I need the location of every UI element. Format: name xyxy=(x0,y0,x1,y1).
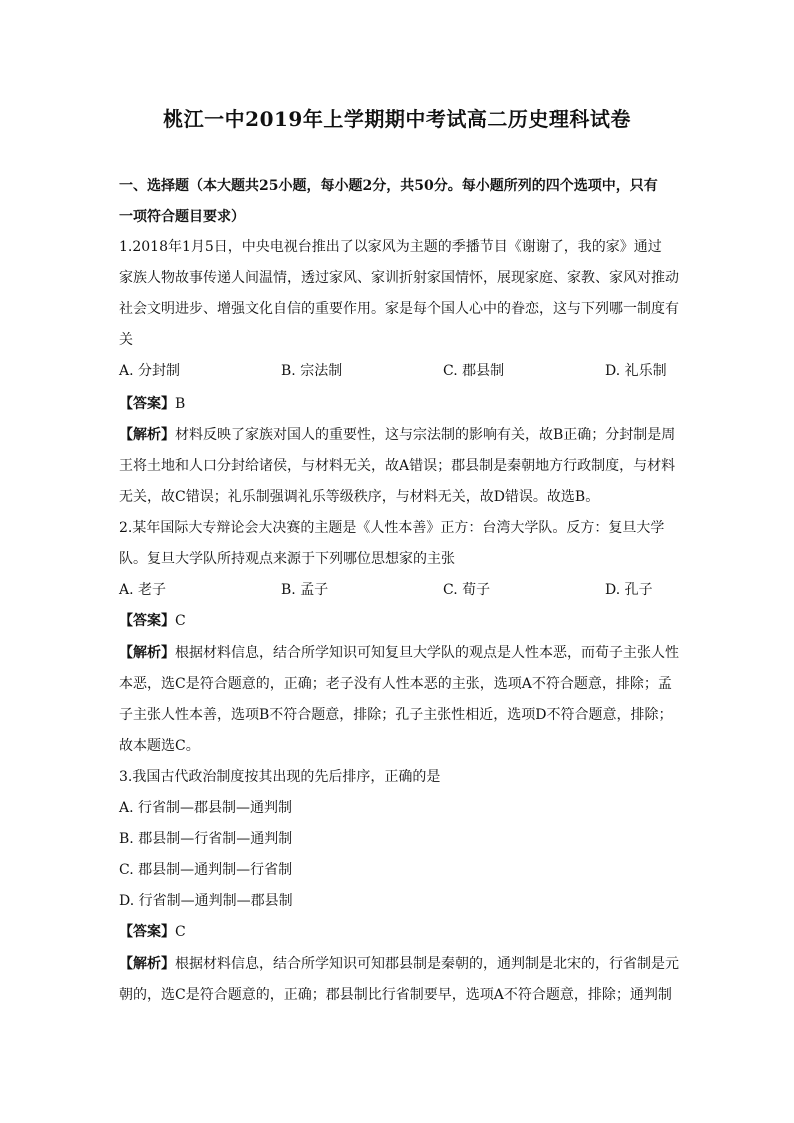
analysis-text: 根据材料信息，结合所学知识可知复旦大学队的观点是人性本恶，而荀子主张人性 xyxy=(175,645,679,661)
question-1-option-d: D. 礼乐制 xyxy=(605,363,667,379)
question-2-analysis-line-3: 子主张人性本善，选项B不符合题意，排除；孔子主张性相近，选项D不符合题意，排除； xyxy=(119,707,673,723)
question-3-option-b: B. 郡县制—行省制—通判制 xyxy=(119,831,293,847)
question-1-stem-line-3: 社会文明进步、增强文化自信的重要作用。家是每个国人心中的眷恋，这与下列哪一制度有 xyxy=(119,301,679,317)
question-3-analysis-line-1 xyxy=(119,954,679,974)
answer-label: 【答案】 xyxy=(119,924,175,940)
analysis-label: 【解析】 xyxy=(119,956,175,972)
analysis-text: 材料反映了家族对国人的重要性，这与宗法制的影响有关，故B正确；分封制是周 xyxy=(175,427,676,443)
question-1-stem-line-4: 关 xyxy=(119,332,133,348)
question-2-analysis-line-4: 故本题选C。 xyxy=(119,738,200,754)
question-2-option-d: D. 孔子 xyxy=(605,582,653,598)
question-3-option-a: A. 行省制—郡县制—通判制 xyxy=(119,800,293,816)
question-3-analysis-line-2: 朝的，选C是符合题意的，正确；郡县制比行省制要早，选项A不符合题意，排除；通判制 xyxy=(119,987,672,1003)
question-2-option-b: B. 孟子 xyxy=(281,582,329,598)
question-3-stem-line-1: 3.我国古代政治制度按其出现的先后排序，正确的是 xyxy=(119,769,441,785)
analysis-text: 根据材料信息，结合所学知识可知郡县制是秦朝的，通判制是北宋的，行省制是元 xyxy=(175,956,679,972)
section-header-line-1: 一、选择题（本大题共25小题，每小题2分，共50分。每小题所列的四个选项中，只有 xyxy=(119,178,658,194)
question-2-option-a: A. 老子 xyxy=(119,582,167,598)
question-2-option-c: C. 荀子 xyxy=(443,582,491,598)
question-1-answer xyxy=(119,394,679,414)
question-1-option-b: B. 宗法制 xyxy=(281,363,343,379)
question-1-analysis-line-3: 无关，故C错误；礼乐制强调礼乐等级秩序，与材料无关，故D错误。故选B。 xyxy=(119,489,600,505)
question-2-analysis-line-2: 本恶，选C是符合题意的，正确；老子没有人性本恶的主张，选项A不符合题意，排除；孟 xyxy=(119,676,672,692)
question-2-answer xyxy=(119,611,679,631)
answer-value: C xyxy=(175,613,186,629)
question-3-answer xyxy=(119,922,679,942)
question-1-analysis-line-2: 王将土地和人口分封给诸侯，与材料无关，故A错误；郡县制是秦朝地方行政制度，与材料 xyxy=(119,458,676,474)
answer-label: 【答案】 xyxy=(119,613,175,629)
section-header-line-2: 一项符合题目要求） xyxy=(119,209,245,225)
question-2-stem-line-1: 2.某年国际大专辩论会大决赛的主题是《人性本善》正方：台湾大学队。反方：复旦大学 xyxy=(119,520,665,536)
question-1-stem-line-2: 家族人物故事传递人间温情，透过家风、家训折射家国情怀，展现家庭、家教、家风对推动 xyxy=(119,270,679,286)
answer-value: B xyxy=(175,396,186,412)
document-title: 桃江一中2019年上学期期中考试高二历史理科试卷 xyxy=(163,107,631,131)
question-1-stem-line-1: 1.2018年1月5日，中央电视台推出了以家风为主题的季播节目《谢谢了，我的家》通过 xyxy=(119,239,662,255)
question-3-option-c: C. 郡县制—通判制—行省制 xyxy=(119,862,293,878)
answer-label: 【答案】 xyxy=(119,396,175,412)
analysis-label: 【解析】 xyxy=(119,645,175,661)
question-1-option-a: A. 分封制 xyxy=(119,363,181,379)
question-1-option-c: C. 郡县制 xyxy=(443,363,505,379)
question-1-analysis-line-1 xyxy=(119,425,679,445)
question-2-stem-line-2: 队。复旦大学队所持观点来源于下列哪位思想家的主张 xyxy=(119,551,455,567)
analysis-label: 【解析】 xyxy=(119,427,175,443)
question-2-analysis-line-1 xyxy=(119,643,679,663)
question-3-option-d: D. 行省制—通判制—郡县制 xyxy=(119,893,293,909)
answer-value: C xyxy=(175,924,186,940)
